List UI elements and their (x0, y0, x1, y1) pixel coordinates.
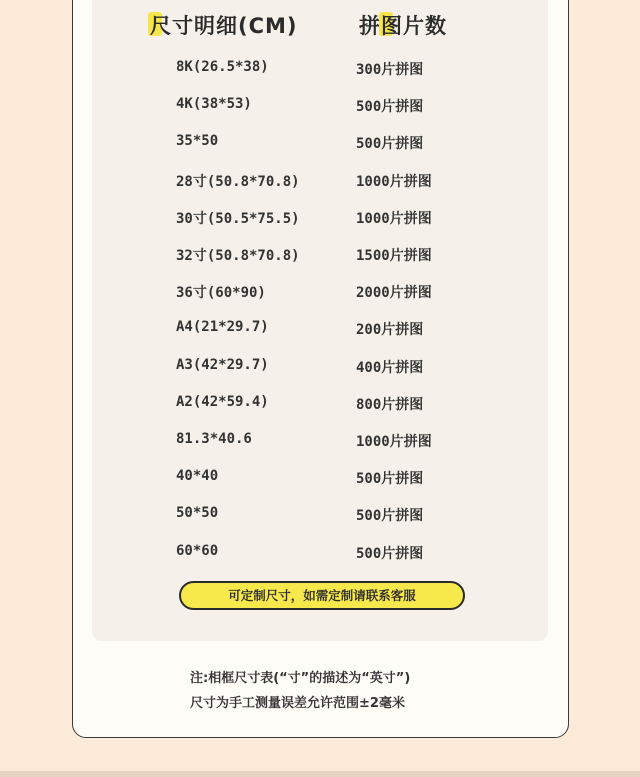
table-row (0, 92, 640, 118)
size-cell: 50*50 (176, 505, 219, 522)
size-cell: 4K(38*53) (176, 96, 252, 113)
note-line-2: 尺寸为手工测量误差允许范围±2毫米 (190, 696, 405, 711)
table-row (0, 464, 640, 490)
table-row (0, 539, 640, 565)
size-header-highlight: 尺 (150, 10, 172, 40)
custom-size-banner: 可定制尺寸，如需定制请联系客服 (179, 581, 465, 610)
bottom-strip (0, 771, 640, 777)
size-cell: 30寸(50.5*75.5) (176, 210, 300, 227)
table-row (0, 55, 640, 81)
note-line-1: 注:相框尺寸表(“寸”的描述为“英寸”) (190, 671, 411, 686)
pieces-cell: 400片拼图 (356, 359, 424, 376)
pieces-cell: 500片拼图 (356, 471, 424, 488)
pieces-cell: 500片拼图 (356, 136, 424, 153)
size-cell: 32寸(50.8*70.8) (176, 248, 300, 264)
table-row (0, 278, 640, 304)
table-row (0, 353, 640, 379)
size-cell: A4(21*29.7) (176, 319, 269, 336)
table-row (0, 427, 640, 453)
table-row (0, 129, 640, 155)
pieces-cell: 200片拼图 (356, 322, 424, 339)
pieces-cell: 300片拼图 (356, 62, 424, 78)
table-row (0, 501, 640, 527)
pieces-column-header: 拼图片数 (359, 10, 447, 40)
pieces-cell: 1000片拼图 (356, 210, 432, 227)
table-row (0, 167, 640, 193)
pieces-cell: 1000片拼图 (356, 173, 432, 190)
pieces-cell: 2000片拼图 (356, 285, 432, 302)
size-cell: 81.3*40.6 (176, 431, 252, 447)
size-cell: 28寸(50.8*70.8) (176, 173, 300, 190)
pieces-cell: 1500片拼图 (356, 248, 432, 264)
size-column-header: 尺寸明细(CM) (150, 10, 298, 40)
size-cell: 35*50 (176, 133, 219, 150)
size-cell: A3(42*29.7) (176, 356, 269, 373)
pieces-cell: 500片拼图 (356, 508, 424, 525)
table-row (0, 241, 640, 267)
pieces-cell: 800片拼图 (356, 396, 424, 413)
table-row (0, 390, 640, 416)
size-cell: 8K(26.5*38) (176, 59, 269, 75)
size-cell: 36寸(60*90) (176, 285, 266, 302)
size-cell: A2(42*59.4) (176, 393, 269, 410)
pieces-cell: 500片拼图 (356, 99, 424, 116)
table-row (0, 204, 640, 230)
table-row (0, 315, 640, 341)
pieces-cell: 500片拼图 (356, 545, 424, 562)
size-cell: 60*60 (176, 542, 219, 559)
pieces-cell: 1000片拼图 (356, 434, 432, 450)
pieces-header-highlight: 图片数 (381, 10, 447, 40)
size-cell: 40*40 (176, 468, 219, 485)
